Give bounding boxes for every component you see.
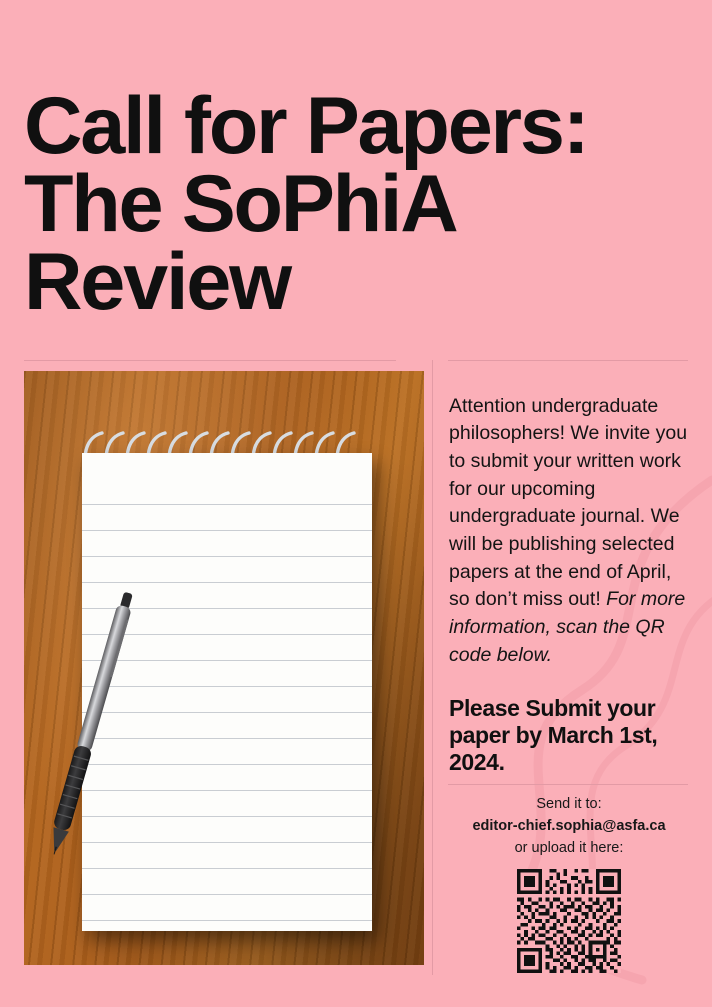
upload-label: or upload it here:	[514, 839, 624, 856]
body-paragraph-italic: For more information, scan the QR code below.	[449, 588, 686, 666]
notepad-photo	[24, 371, 424, 965]
page-title: Call for Papers: The SoPhiA Review	[24, 81, 588, 327]
qr-code[interactable]	[517, 869, 621, 973]
notepad	[82, 453, 372, 931]
ruled-lines	[82, 479, 372, 925]
send-label: Send it to:	[536, 796, 602, 812]
deadline-text: Please Submit your paper by March 1st, 2024.	[449, 695, 658, 776]
divider-right-top	[448, 360, 688, 361]
divider-vertical	[432, 360, 433, 975]
body-paragraph	[449, 393, 691, 670]
body-paragraph-text: Attention undergraduate philosophers! We invite you to submit your written work for our upcoming undergraduate journal. We will be publishing selected papers at the end of April, so don’t miss out!	[449, 394, 688, 611]
divider-left-top	[24, 360, 396, 361]
divider-right-bottom	[448, 784, 688, 785]
submission-contact-block	[448, 794, 690, 859]
email-address[interactable]: editor-chief.sophia@asfa.ca	[472, 817, 666, 834]
